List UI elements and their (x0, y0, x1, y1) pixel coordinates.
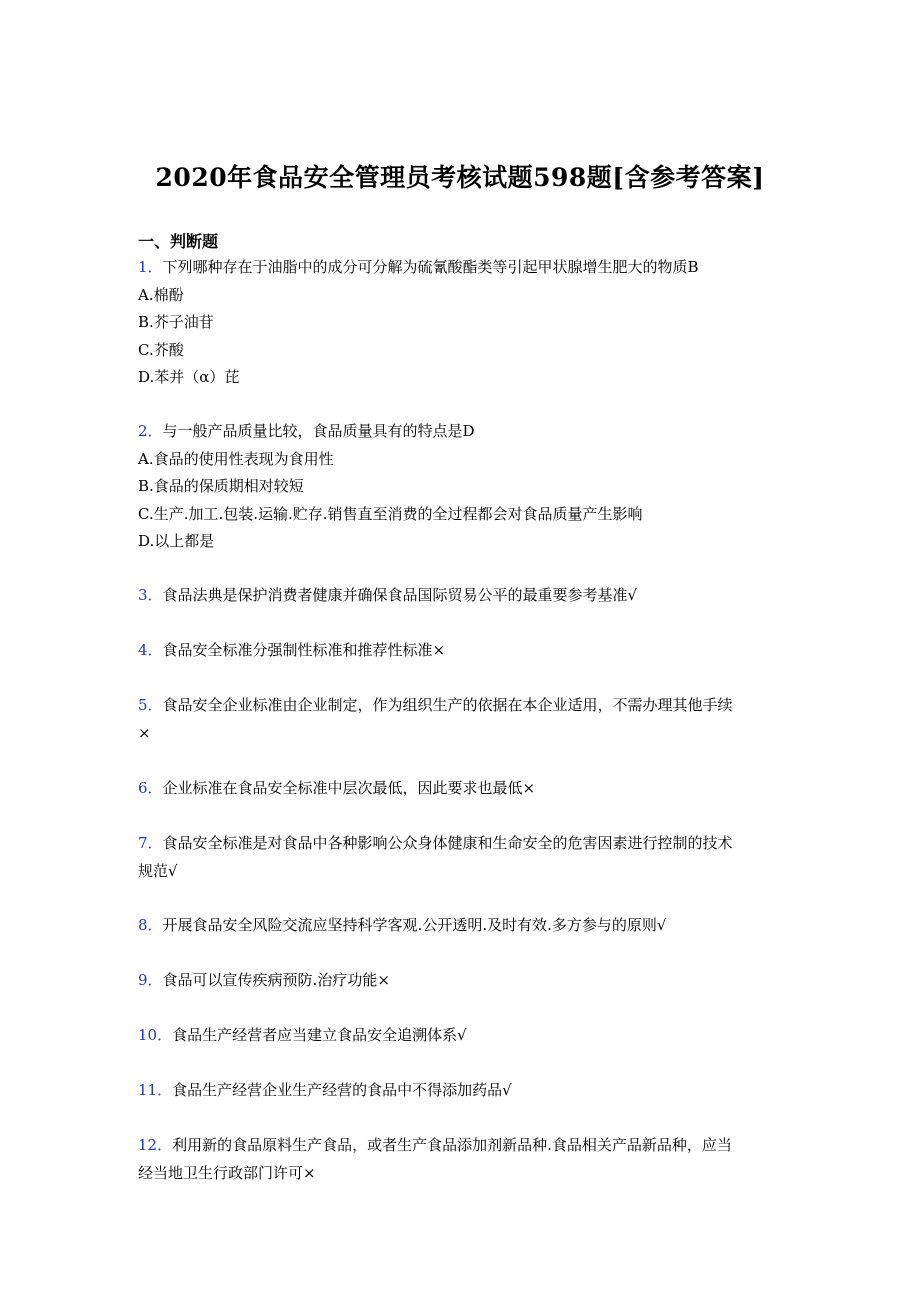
question-number: 12． (138, 1136, 173, 1154)
option-a: A.棉酚 (138, 285, 184, 304)
question-number: 10． (138, 1026, 173, 1044)
option-a: A.食品的使用性表现为食用性 (138, 449, 334, 468)
question-8 (138, 912, 783, 940)
question-stem (138, 912, 783, 940)
question-number: 11． (138, 1081, 173, 1099)
question-text-continued: × (138, 723, 151, 742)
question-5 (138, 692, 783, 747)
question-text: 食品安全标准是对食品中各种影响公众身体健康和生命安全的危害因素进行控制的技术 (162, 834, 733, 852)
question-text: 食品安全企业标准由企业制定，作为组织生产的依据在本企业适用，不需办理其他手续 (162, 696, 733, 714)
question-stem (138, 1077, 783, 1105)
option-d: D.苯并（α）芘 (138, 368, 240, 386)
question-1 (138, 254, 783, 392)
question-stem (138, 637, 783, 665)
question-text: 与一般产品质量比较，食品质量具有的特点是D (162, 422, 475, 440)
question-7 (138, 830, 783, 885)
question-stem (138, 1022, 783, 1050)
question-text: 食品安全标准分强制性标准和推荐性标准× (162, 641, 446, 659)
question-text: 下列哪种存在于油脂中的成分可分解为硫氰酸酯类等引起甲状腺增生肥大的物质B (162, 258, 699, 276)
question-6 (138, 775, 783, 803)
question-number: 4． (138, 641, 163, 659)
question-text: 开展食品安全风险交流应坚持科学客观.公开透明.及时有效.多方参与的原则√ (162, 916, 667, 934)
option-b: B.芥子油苷 (138, 313, 214, 331)
question-number: 3． (138, 586, 163, 604)
question-12 (138, 1132, 783, 1187)
section-heading: 一、判断题 (138, 232, 219, 251)
document-title: 2020年食品安全管理员考核试题598题[含参考答案] (155, 163, 765, 192)
question-stem (138, 692, 783, 720)
question-text: 利用新的食品原料生产食品，或者生产食品添加剂新品种.食品相关产品新品种，应当 (172, 1136, 732, 1154)
question-text: 企业标准在食品安全标准中层次最低，因此要求也最低× (162, 779, 536, 797)
question-4 (138, 637, 783, 665)
option-b: B.食品的保质期相对较短 (138, 477, 304, 495)
question-number: 6． (138, 779, 163, 797)
question-9 (138, 967, 783, 995)
question-number: 9． (138, 971, 163, 989)
question-text: 食品生产经营者应当建立食品安全追溯体系√ (172, 1026, 467, 1044)
question-stem (138, 418, 783, 446)
question-text: 食品生产经营企业生产经营的食品中不得添加药品√ (172, 1081, 512, 1099)
question-number: 2． (138, 422, 163, 440)
question-stem (138, 254, 783, 282)
option-d: D.以上都是 (138, 532, 215, 550)
question-10 (138, 1022, 783, 1050)
question-number: 8． (138, 916, 163, 934)
question-number: 7． (138, 834, 163, 852)
question-number: 5． (138, 696, 163, 714)
question-stem (138, 967, 783, 995)
question-text-continued: 规范√ (138, 861, 178, 880)
question-number: 1． (138, 258, 163, 276)
question-11 (138, 1077, 783, 1105)
question-stem (138, 1132, 783, 1160)
question-stem (138, 582, 783, 610)
question-stem (138, 830, 783, 858)
question-2 (138, 418, 783, 556)
question-text-continued: 经当地卫生行政部门许可× (138, 1163, 316, 1182)
question-stem (138, 775, 783, 803)
question-text: 食品法典是保护消费者健康并确保食品国际贸易公平的最重要参考基准√ (162, 586, 638, 604)
question-3 (138, 582, 783, 610)
question-text: 食品可以宣传疾病预防.治疗功能× (162, 971, 390, 989)
option-c: C.芥酸 (138, 340, 184, 359)
option-c: C.生产.加工.包装.运输.贮存.销售直至消费的全过程都会对食品质量产生影响 (138, 504, 643, 523)
